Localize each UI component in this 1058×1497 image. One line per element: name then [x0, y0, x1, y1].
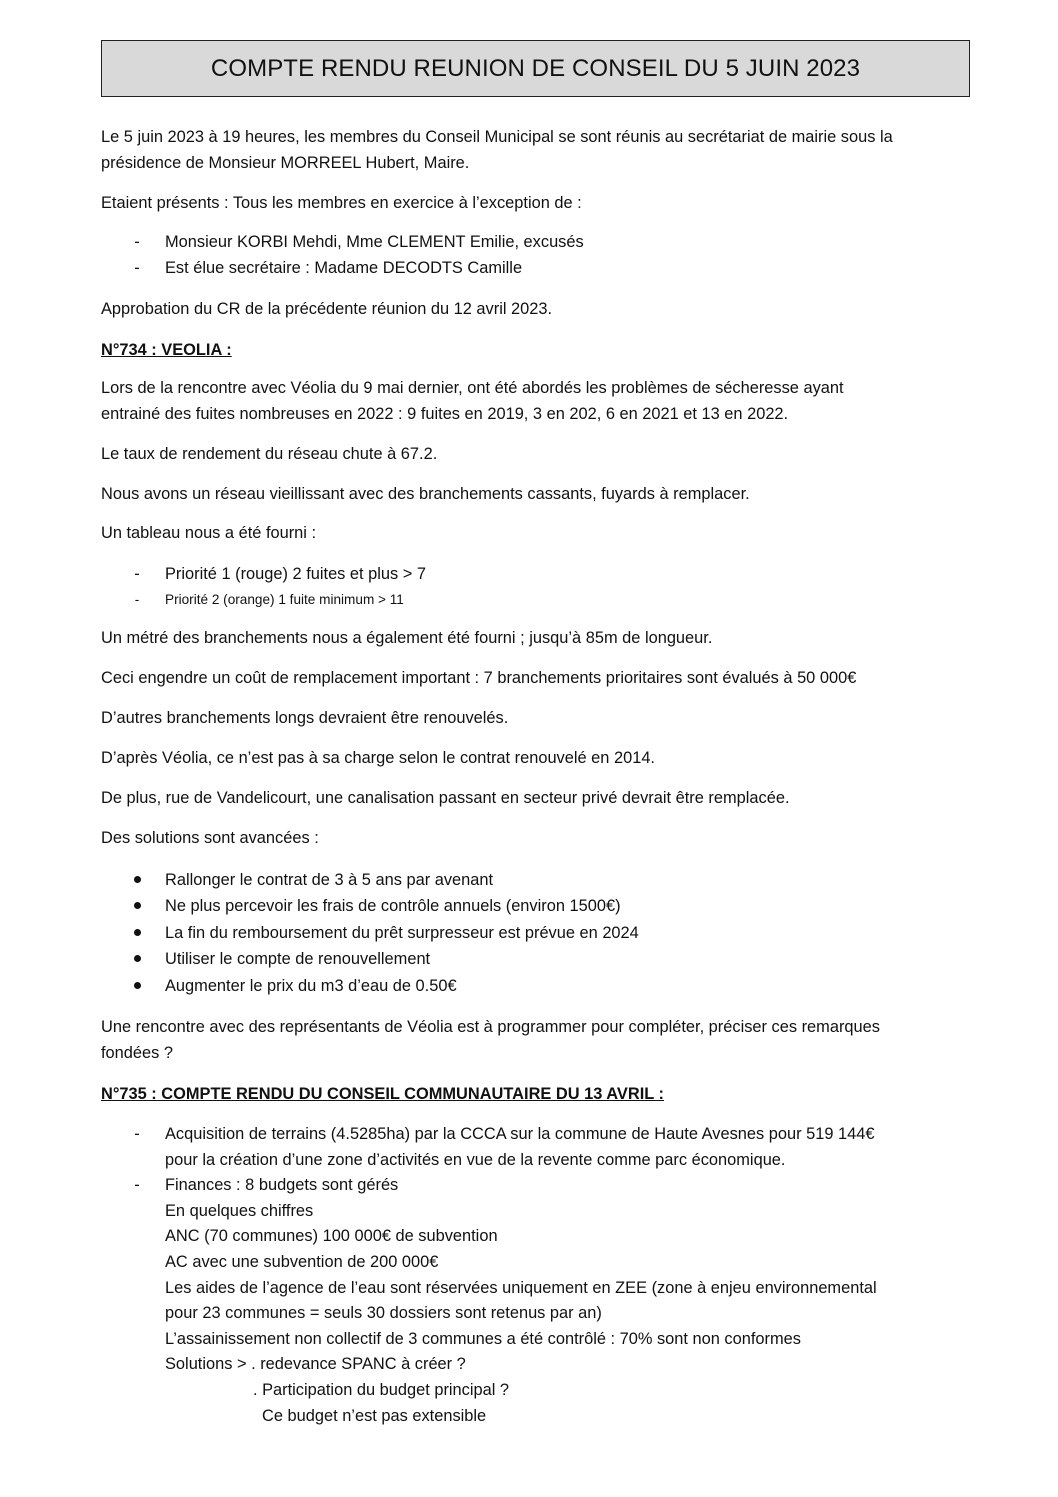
- paragraph: Une rencontre avec des représentants de Véolia est à programmer pour compléter, préciser ces remarques: [101, 1018, 880, 1036]
- approval-text: Approbation du CR de la précédente réunion du 12 avril 2023.: [101, 300, 553, 318]
- dash-marker: -: [134, 259, 140, 277]
- paragraph: Nous avons un réseau vieillissant avec des branchements cassants, fuyards à remplacer.: [101, 485, 750, 503]
- bullet-marker: [134, 929, 141, 936]
- intro-line-1: Le 5 juin 2023 à 19 heures, les membres du Conseil Municipal se sont réunis au secrétariat de mairie sous la: [101, 128, 893, 146]
- dash-marker: -: [134, 1125, 140, 1143]
- dash-marker: -: [134, 1176, 140, 1194]
- sub-item: Ce budget n’est pas extensible: [262, 1407, 487, 1425]
- dash-marker: -: [134, 592, 140, 607]
- paragraph: Des solutions sont avancées :: [101, 829, 319, 847]
- dash-marker: -: [134, 233, 140, 251]
- paragraph: De plus, rue de Vandelicourt, une canalisation passant en secteur privé devrait être remplacée.: [101, 789, 790, 807]
- section-heading-734: N°734 : VEOLIA :: [101, 341, 232, 359]
- paragraph: D’autres branchements longs devraient être renouvelés.: [101, 709, 509, 727]
- paragraph: Ceci engendre un coût de remplacement important : 7 branchements prioritaires sont évalués à 50 000€: [101, 669, 857, 687]
- paragraph: Un métré des branchements nous a également été fourni ; jusqu’à 85m de longueur.: [101, 629, 713, 647]
- paragraph: fondées ?: [101, 1044, 173, 1062]
- bullet-marker: [134, 982, 141, 989]
- bullet-marker: [134, 876, 141, 883]
- paragraph: Un tableau nous a été fourni :: [101, 524, 317, 542]
- bullet-marker: [134, 955, 141, 962]
- attendance-text: Etaient présents : Tous les membres en exercice à l’exception de :: [101, 194, 582, 212]
- dash-marker: -: [134, 565, 140, 583]
- bullet-marker: [134, 902, 141, 909]
- sub-item: . Participation du budget principal ?: [253, 1381, 510, 1399]
- document-page: COMPTE RENDU REUNION DE CONSEIL DU 5 JUIN 2023 Le 5 juin 2023 à 19 heures, les membres du Conseil Municipal se sont réunis au secrétariat de mairie sous la présidence de Monsieur MORREEL Hubert, Maire. Etaient présents : Tous les membres en exercice à l’exception de : - Monsieur KORBI Mehdi, Mme CLEMENT Emilie, excusés - Est élue secrétaire : Madame DECODTS Camille Approbation du CR de la précédente réunion du 12 avril 2023. N°734 : VEOLIA : Lors de la rencontre avec Véolia du 9 mai dernier, ont été abordés les problèmes de sécheresse ayant entrainé des fuites nombreuses en 2022 : 9 fuites en 2019, 3 en 202, 6 en 2021 et 13 en 2022. Le taux de rendement du réseau chute à 67.2. Nous avons un réseau vieillissant avec des branchements cassants, fuyards à remplacer. Un tableau nous a été fourni : - Priorité 1 (rouge) 2 fuites et plus > 7 - Priorité 2 (orange) 1 fuite minimum > 11 Un métré des branchements nous a également été fourni ; jusqu’à 85m de longueur. Ceci engendre un coût de remplacement important : 7 branchements prioritaires sont évalués à 50 000€ D’autres branchements longs devraient être renouvelés. D’après Véolia, ce n’est pas à sa charge selon le contrat renouvelé en 2014. De plus, rue de Vandelicourt, une canalisation passant en secteur privé devrait être remplacée. Des solutions sont avancées : Rallonger le contrat de 3 à 5 ans par avenant Ne plus percevoir les frais de contrôle annuels (environ 1500€) La fin du remboursement du prêt surpresseur est prévue en 2024 Utiliser le compte de renouvellement Augmenter le prix du m3 d’eau de 0.50€ Une rencontre avec des représentants de Véolia est à programmer pour compléter, préciser ces remarques fondées ? N°735 : COMPTE RENDU DU CONSEIL COMMUNAUTAIRE DU 13 AVRIL : - Acquisition de terrains (4.5285ha) par la CCCA sur la commune de Haute Avesnes pour 519 144€ pour la création d’une zone d’activités en vue de la revente comme parc économique. - Finances : 8 budgets sont gérés En quelques chiffres ANC (70 communes) 100 000€ de subvention AC avec une subvention de 200 000€ Les aides de l’agence de l’eau sont réservées uniquement en ZEE (zone à enjeu environnemental pour 23 communes = seuls 30 dossiers sont retenus par an) L’assainissement non collectif de 3 communes a été contrôlé : 70% sont non conformes Solutions > . redevance SPANC à créer ? . Participation du budget principal ? Ce budget n’est pas extensible: [0, 0, 1058, 1497]
- paragraph: Le taux de rendement du réseau chute à 67.2.: [101, 445, 438, 463]
- paragraph: Lors de la rencontre avec Véolia du 9 mai dernier, ont été abordés les problèmes de sécheresse ayant: [101, 379, 844, 397]
- page-title: COMPTE RENDU REUNION DE CONSEIL DU 5 JUIN 2023: [101, 40, 970, 97]
- intro-line-2: présidence de Monsieur MORREEL Hubert, Maire.: [101, 154, 470, 172]
- section-heading-735: N°735 : COMPTE RENDU DU CONSEIL COMMUNAUTAIRE DU 13 AVRIL :: [101, 1085, 664, 1103]
- paragraph: D’après Véolia, ce n’est pas à sa charge selon le contrat renouvelé en 2014.: [101, 749, 655, 767]
- paragraph: entrainé des fuites nombreuses en 2022 : 9 fuites en 2019, 3 en 202, 6 en 2021 et 13 en 2022.: [101, 405, 789, 423]
